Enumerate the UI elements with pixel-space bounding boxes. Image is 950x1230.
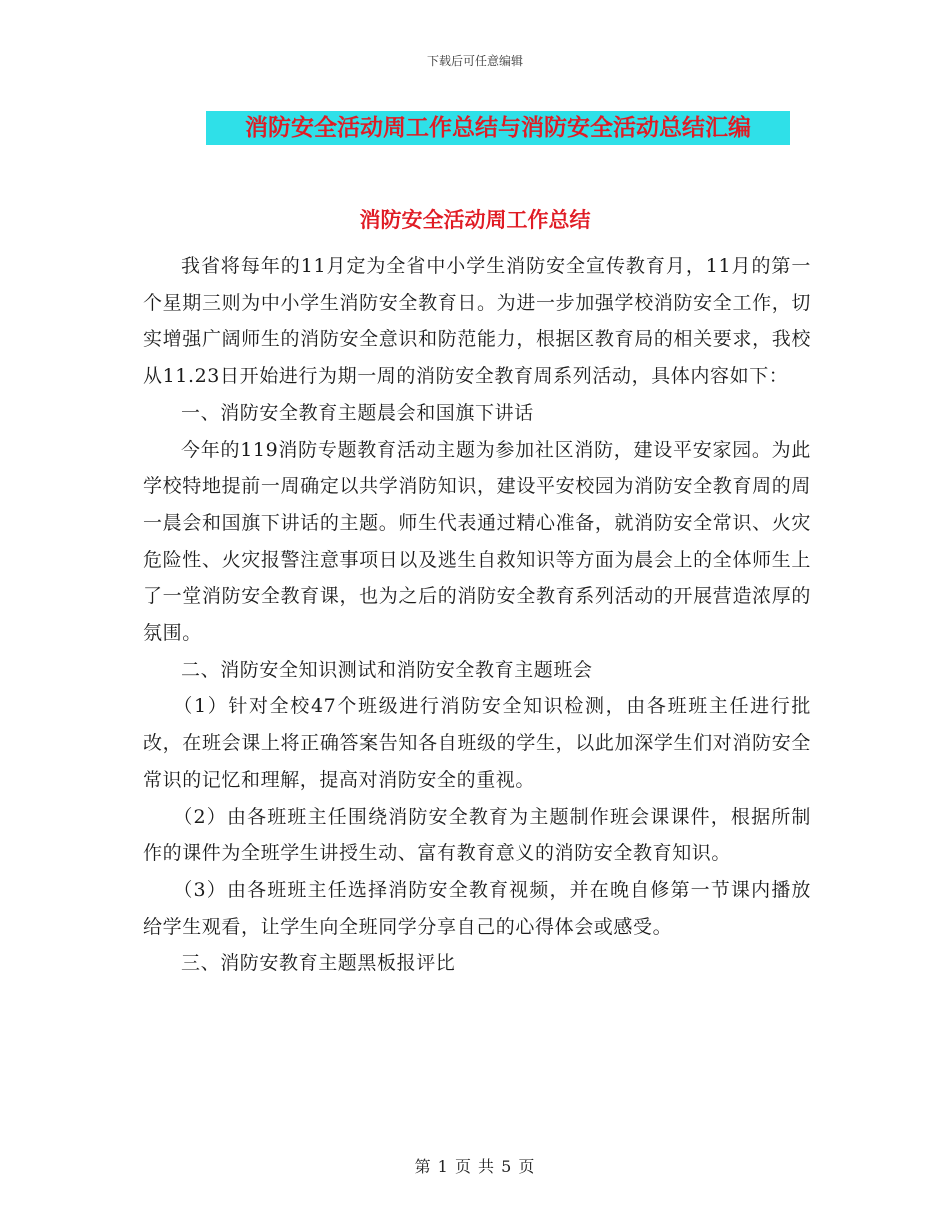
document-body xyxy=(143,248,811,982)
sub-title: 消防安全活动周工作总结 xyxy=(359,207,591,232)
paragraph-item-1: （1）针对全校47个班级进行消防安全知识检测，由各班班主任进行批改，在班会课上将正确答案告知各自班级的学生，以此加深学生们对消防安全常识的记忆和理解，提高对消防安全的重视。 xyxy=(143,695,811,791)
main-title: 消防安全活动周工作总结与消防安全活动总结汇编 xyxy=(206,111,790,145)
paragraph-item-2: （2）由各班班主任围绕消防安全教育为主题制作班会课课件，根据所制作的课件为全班学生讲授生动、富有教育意义的消防安全教育知识。 xyxy=(143,805,811,865)
page-number: 第 1 页 共 5 页 xyxy=(414,1157,536,1176)
paragraph-section-1: 今年的119消防专题教育活动主题为参加社区消防，建设平安家园。为此学校特地提前一周确定以共学消防知识，建设平安校园为消防安全教育周的周一晨会和国旗下讲话的主题。师生代表通过精心准备，就消防安全常识、火灾危险性、火灾报警注意事项日以及逃生自救知识等方面为晨会上的全体师生上了一堂消防安全教育课，也为之后的消防安全教育系列活动的开展营造浓厚的氛围。 xyxy=(143,438,811,645)
section-heading-2: 二、消防安全知识测试和消防安全教育主题班会 xyxy=(181,658,593,681)
section-heading-1: 一、消防安全教育主题晨会和国旗下讲话 xyxy=(181,401,534,424)
paragraph-item-3: （3）由各班班主任选择消防安全教育视频，并在晚自修第一节课内播放给学生观看，让学生向全班同学分享自己的心得体会或感受。 xyxy=(143,878,811,938)
header-note: 下载后可任意编辑 xyxy=(426,54,523,68)
paragraph-intro: 我省将每年的11月定为全省中小学生消防安全宣传教育月，11月的第一个星期三则为中小学生消防安全教育日。为进一步加强学校消防安全工作，切实增强广阔师生的消防安全意识和防范能力，根据区教育局的相关要求，我校从11.23日开始进行为期一周的消防安全教育周系列活动，具体内容如下： xyxy=(143,255,811,388)
section-heading-3: 三、消防安教育主题黑板报评比 xyxy=(181,952,456,975)
